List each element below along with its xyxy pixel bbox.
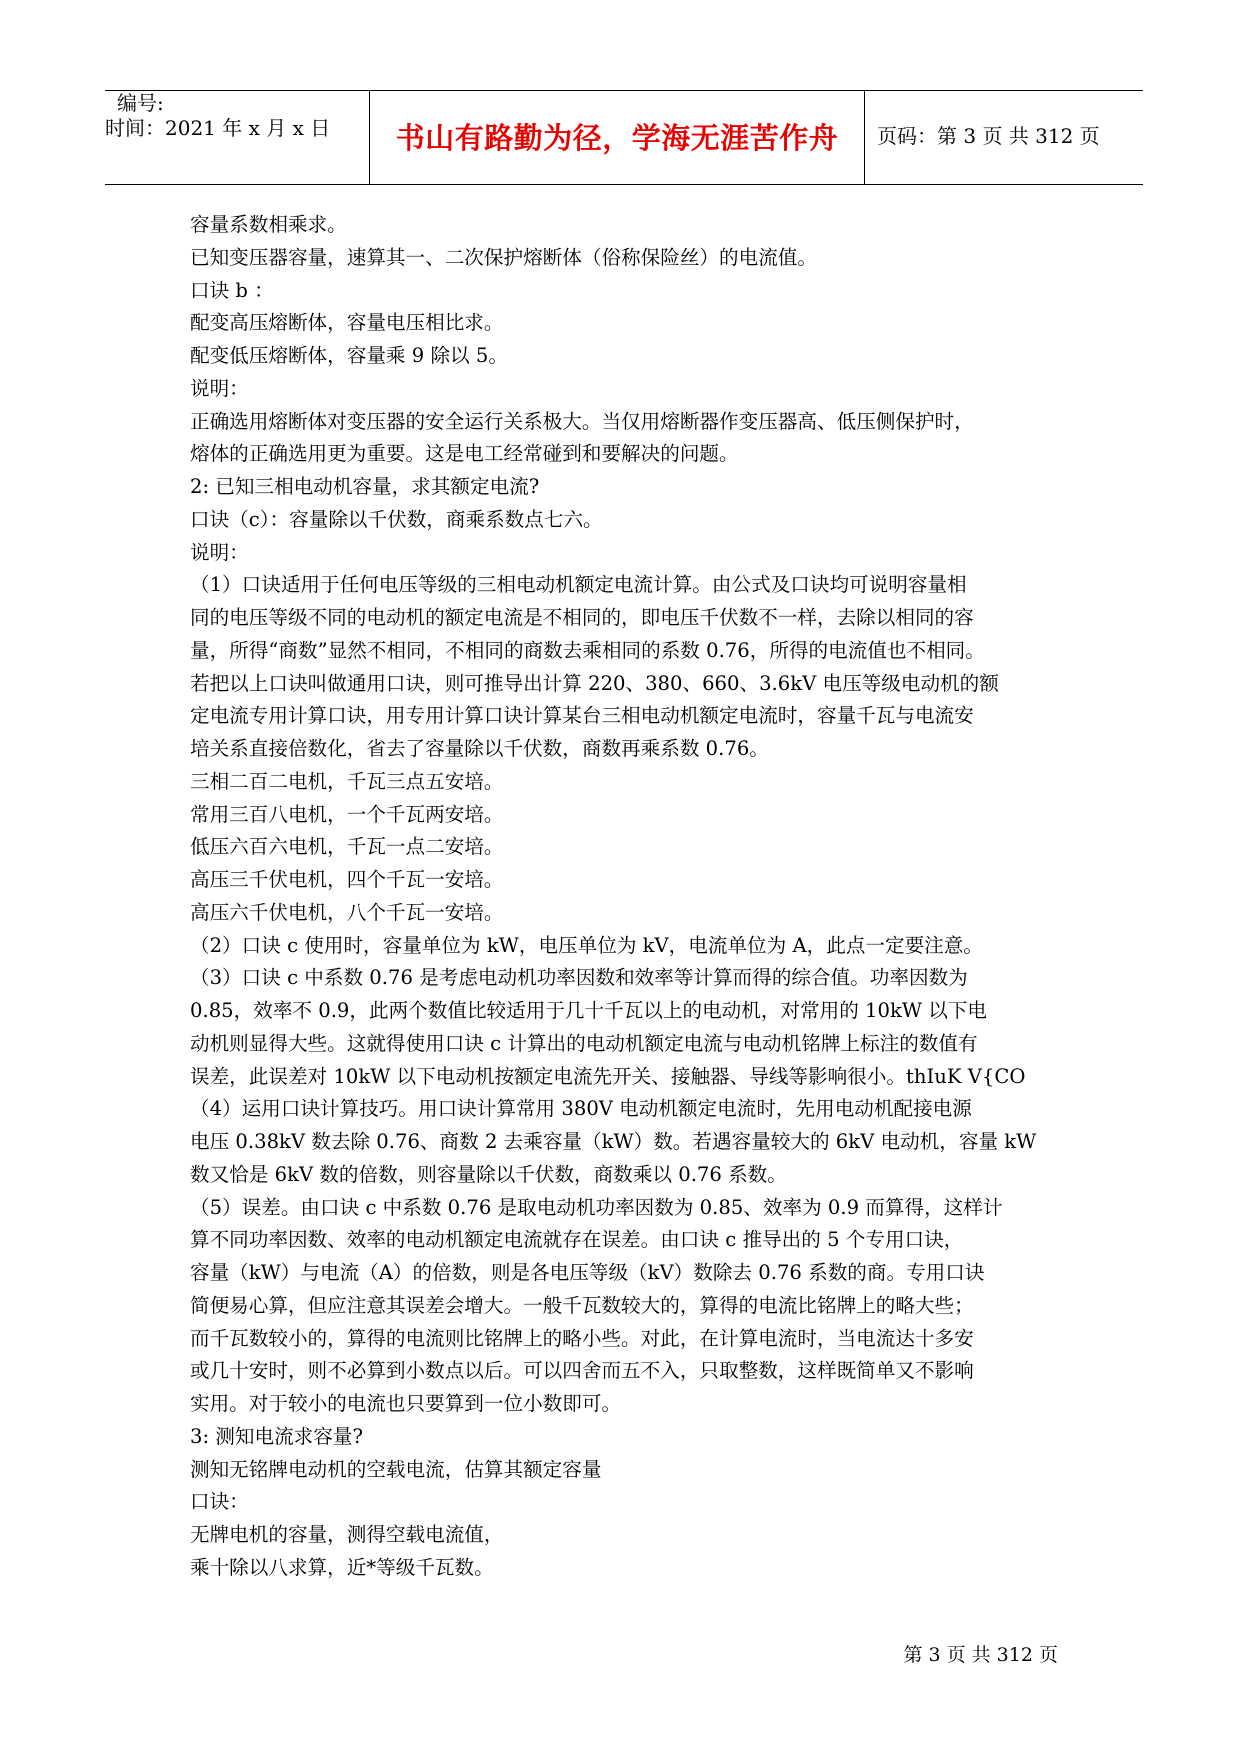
body-text-line: 无牌电机的容量，测得空载电流值， — [190, 1523, 504, 1546]
body-text-line: 正确选用熔断体对变压器的安全运行关系极大。当仅用熔断器作变压器高、低压侧保护时， — [190, 409, 974, 433]
body-text-line: 定电流专用计算口诀，用专用计算口诀计算某台三相电动机额定电流时，容量千瓦与电流安 — [190, 704, 974, 728]
body-text-line: （4）运用口诀计算技巧。用口诀计算常用 380V 电动机额定电流时，先用电动机配接电源 — [190, 1097, 972, 1121]
body-text-line: 3: 测知电流求容量? — [190, 1424, 363, 1448]
body-text-line: 数又恰是 6kV 数的倍数，则容量除以千伏数，商数乘以 0.76 系数。 — [190, 1162, 787, 1186]
body-text-line: 已知变压器容量，速算其一、二次保护熔断体（俗称保险丝）的电流值。 — [190, 245, 817, 269]
body-text-line: 测知无铭牌电动机的空载电流，估算其额定容量 — [190, 1457, 602, 1481]
body-text-line: 误差，此误差对 10kW 以下电动机按额定电流先开关、接触器、导线等影响很小。thIuK V{CO — [190, 1064, 1026, 1088]
body-text-line: 若把以上口诀叫做通用口诀，则可推导出计算 220、380、660、3.6kV 电压等级电动机的额 — [190, 671, 999, 695]
header-info-cell — [105, 91, 370, 184]
body-text-line: 说明： — [190, 540, 249, 564]
body-text-line: （1）口诀适用于任何电压等级的三相电动机额定电流计算。由公式及口诀均可说明容量相 — [190, 573, 967, 597]
body-text-line: 算不同功率因数、效率的电动机额定电流就存在误差。由口诀 c 推导出的 5 个专用口诀， — [190, 1228, 964, 1252]
body-text-line: 低压六百六电机，千瓦一点二安培。 — [190, 835, 504, 859]
body-text-line: 三相二百二电机，千瓦三点五安培。 — [190, 769, 504, 793]
body-text-line: 乘十除以八求算，近*等级千瓦数。 — [190, 1555, 494, 1579]
body-text-line: 容量系数相乘求。 — [190, 213, 347, 236]
header-page-code: 页码：第 3 页 共 312 页 — [877, 124, 1100, 148]
body-text-line: 简便易心算，但应注意其误差会增大。一般千瓦数较大的，算得的电流比铭牌上的略大些； — [190, 1293, 974, 1317]
document-time-label: 时间：2021 年 x 月 x 日 — [105, 116, 331, 140]
body-text-line: （5）误差。由口诀 c 中系数 0.76 是取电动机功率因数为 0.85、效率为 0.9 而算得，这样计 — [190, 1195, 1003, 1219]
body-text-line: 配变高压熔断体，容量电压相比求。 — [190, 311, 504, 335]
body-text-line: 配变低压熔断体，容量乘 9 除以 5。 — [190, 344, 508, 367]
body-text-line: 电压 0.38kV 数去除 0.76、商数 2 去乘容量（kW）数。若遇容量较大的 6kV 电动机，容量 kW — [190, 1130, 1037, 1153]
body-text-line: 口诀 b ： — [190, 278, 274, 302]
page-footer: 第 3 页 共 312 页 — [903, 1644, 1058, 1666]
body-text-line: 高压三千伏电机，四个千瓦一安培。 — [190, 868, 504, 891]
body-text-line: 说明： — [190, 376, 249, 400]
body-text-line: 常用三百八电机，一个千瓦两安培。 — [190, 802, 504, 826]
body-text-line: 容量（kW）与电流（A）的倍数，则是各电压等级（kV）数除去 0.76 系数的商。专用口诀 — [190, 1261, 985, 1284]
body-text-line: 培关系直接倍数化，省去了容量除以千伏数，商数再乘系数 0.76。 — [190, 737, 769, 760]
document-number-label: 编号: — [117, 91, 164, 115]
header-page-cell — [865, 91, 1143, 184]
header-motto: 书山有路勤为径，学海无涯苦作舟 — [395, 121, 839, 155]
body-text-line: 同的电压等级不同的电动机的额定电流是不相同的，即电压千伏数不一样，去除以相同的容 — [190, 606, 974, 629]
header-motto-cell — [370, 91, 865, 184]
body-text-line: 口诀（c）：容量除以千伏数，商乘系数点七六。 — [190, 507, 603, 531]
body-text-line: 熔体的正确选用更为重要。这是电工经常碰到和要解决的问题。 — [190, 442, 739, 466]
body-text-line: 2: 已知三相电动机容量，求其额定电流? — [190, 475, 540, 498]
body-text-line: 而千瓦数较小的，算得的电流则比铭牌上的略小些。对此，在计算电流时，当电流达十多安 — [190, 1326, 974, 1350]
document-body — [190, 209, 1060, 1585]
body-text-line: 量，所得“商数”显然不相同，不相同的商数去乘相同的系数 0.76，所得的电流值也不相同。 — [190, 638, 985, 662]
body-text-line: 口诀： — [190, 1490, 249, 1514]
page-header — [105, 90, 1143, 185]
body-text-line: 动机则显得大些。这就得使用口诀 c 计算出的电动机额定电流与电动机铭牌上标注的数值有 — [190, 1031, 978, 1055]
body-text-line: 高压六千伏电机，八个千瓦一安培。 — [190, 900, 504, 924]
body-text-line: 或几十安时，则不必算到小数点以后。可以四舍而五不入，只取整数，这样既简单又不影响 — [190, 1359, 974, 1383]
body-text-line: 0.85，效率不 0.9，此两个数值比较适用于几十千瓦以上的电动机，对常用的 10kW 以下电 — [190, 999, 988, 1022]
body-text-line: （2）口诀 c 使用时，容量单位为 kW，电压单位为 kV，电流单位为 A，此点一定要注意。 — [190, 933, 983, 957]
body-text-line: （3）口诀 c 中系数 0.76 是考虑电动机功率因数和效率等计算而得的综合值。功率因数为 — [190, 966, 968, 990]
body-text-line: 实用。对于较小的电流也只要算到一位小数即可。 — [190, 1392, 622, 1415]
